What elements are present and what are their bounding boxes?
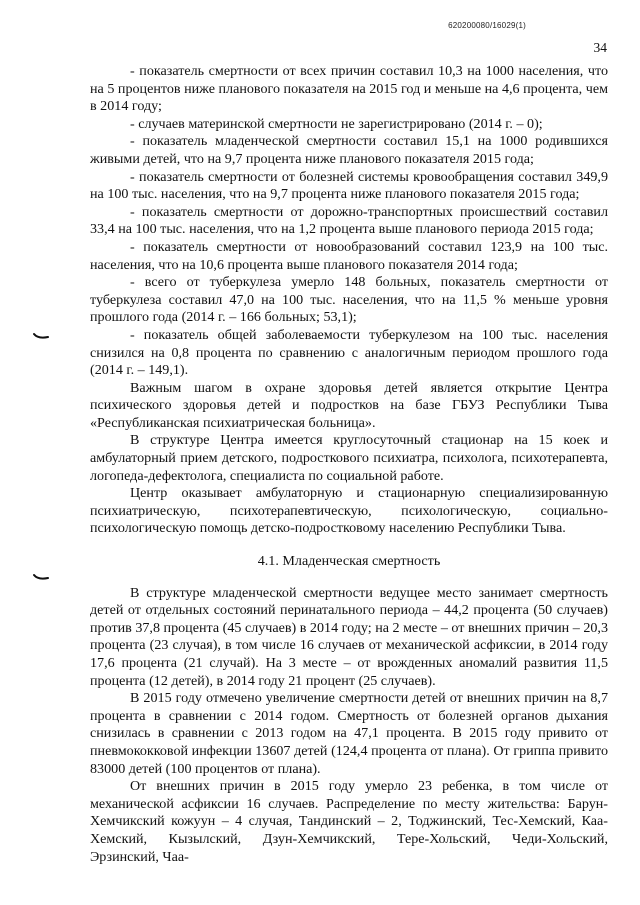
paragraph: - показатель смертности от новообразований составил 123,9 на 100 тыс. населения, что на 10,6 процента выше планового показателя 2014 года;: [90, 238, 608, 273]
paragraph: - показатель смертности от всех причин составил 10,3 на 1000 населения, что на 5 процентов ниже планового показателя на 2015 год и меньше на 4,6 процента, чем в 2014 году;: [90, 63, 608, 115]
paragraph: Центр оказывает амбулаторную и стационарную специализированную психиатрическую, психотерапевтическую, психологическую, социально-психологическую помощь детско-подростковому населению Республики Тыва.: [90, 485, 608, 537]
paragraph: - показатель смертности от дорожно-транспортных происшествий составил 33,4 на 100 тыс. населения, что на 1,2 процента выше планового периода 2015 года;: [90, 203, 608, 238]
paragraph: Важным шагом в охране здоровья детей является открытие Центра психического здоровья детей и подростков на базе ГБУЗ Республики Тыва «Республиканская психиатрическая больница».: [90, 379, 608, 431]
paragraph: В структуре Центра имеется круглосуточный стационар на 15 коек и амбулаторный прием детского, подросткового психиатра, психолога, психотерапевта, логопеда-дефектолога, специалиста по социальной работе.: [90, 432, 608, 484]
paragraph: В структуре младенческой смертности ведущее место занимает смертность детей от отдельных состояний перинатального периода – 44,2 процента (50 случаев) против 37,8 процента (45 случаев) в 2014 году; на 2 месте – от внешних причин – 20,3 процента (23 случая), в том числе 16 случаев от механической асфиксии, в 2014 году 17,6 процента (21 случай). На 3 месте – от врожденных аномалий развития 11,5 процента (12 детей), в 2014 году 21 процент (25 случаев).: [90, 584, 608, 689]
paragraph: В 2015 году отмечено увеличение смертности детей от внешних причин на 8,7 процента в сравнении с 2014 годом. Смертность от болезней органов дыхания снизилась в сравнении с 2013 годом на 47,1 процента. В 2015 году привито от пневмококковой инфекции 13607 детей (124,4 процента от плана). От гриппа привито 83000 детей (100 процентов от плана).: [90, 690, 608, 777]
paragraph: - показатель общей заболеваемости туберкулезом на 100 тыс. населения снизился на 0,8 процента по сравнению с аналогичным периодом прошлого года (2014 г. – 149,1).: [90, 326, 608, 379]
document-id: 620200080/16029(1): [448, 21, 526, 30]
paragraph: - случаев материнской смертности не зарегистрировано (2014 г. – 0);: [130, 115, 543, 132]
section-heading: 4.1. Младенческая смертность: [257, 553, 441, 570]
margin-tick-mark: [33, 573, 49, 581]
page-number: 34: [593, 40, 607, 55]
paragraph: - показатель младенческой смертности составил 15,1 на 1000 родившихся живыми детей, что на 9,7 процента ниже планового показателя 2015 года;: [90, 133, 608, 167]
document-body: [90, 63, 608, 866]
paragraph: - показатель смертности от болезней системы кровообращения составил 349,9 на 100 тыс. населения, что на 9,7 процента ниже планового показателя 2015 года;: [90, 168, 608, 203]
paragraph: От внешних причин в 2015 году умерло 23 ребенка, в том числе от механической асфиксии 16 случаев. Распределение по месту жительства: Барун-Хемчикский кожуун – 4 случая, Тандинский – 2, Тоджинский, Тес-Хемский, Каа-Хемский, Кызылский, Дзун-Хемчикский, Тере-Хольский, Чеди-Хольский, Эрзинский, Чаа-: [90, 778, 608, 865]
margin-tick-mark: [33, 332, 49, 340]
paragraph: - всего от туберкулеза умерло 148 больных, показатель смертности от туберкулеза составил 47,0 на 100 тыс. населения, что на 11,5 % меньше уровня прошлого года (2014 г. – 166 больных; 53,1);: [90, 274, 608, 326]
